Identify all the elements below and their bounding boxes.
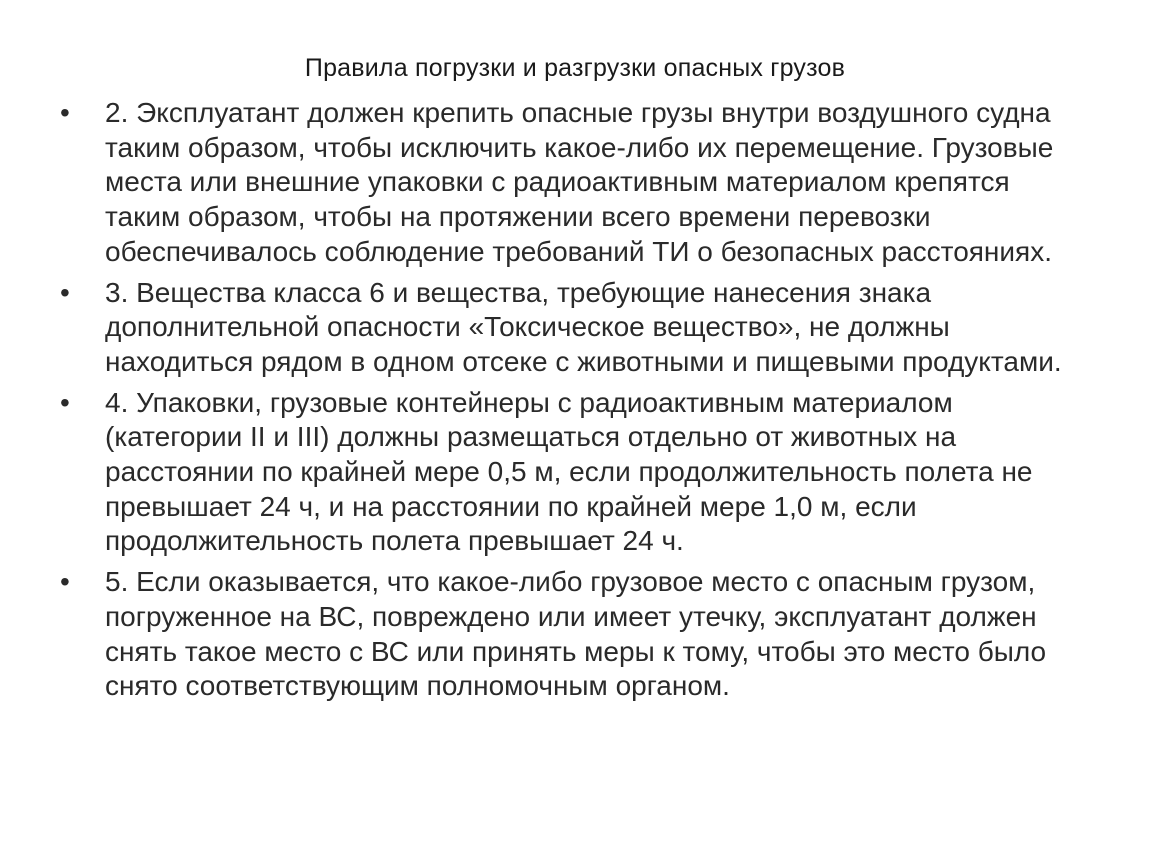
bullet-text: 4. Упаковки, грузовые контейнеры с радиоактивным материалом (категории II и III) должны размещаться отдельно от животных на расстоянии по крайней мере 0,5 м, если продолжительность полета не превышает 24 ч, и на расстоянии по крайней мере 1,0 м, если продолжительность полета превышает 24 ч. — [105, 386, 1033, 557]
bullet-marker: • — [60, 386, 70, 418]
bullet-text: 5. Если оказывается, что какое-либо грузовое место с опасным грузом, погруженное на ВС, повреждено или имеет утечку, эксплуатант должен снять такое место с ВС или принять меры к тому, чтобы это место было снято соответствующим полномочным органом. — [105, 566, 1047, 702]
bullet-text: 3. Вещества класса 6 и вещества, требующие нанесения знака дополнительной опасности «Токсическое вещество», не должны находиться рядом в одном отсеке с животными и пищевыми продуктами. — [105, 276, 1062, 377]
bullet-item-2 — [60, 96, 1090, 270]
bullet-marker: • — [60, 566, 70, 598]
bullet-marker: • — [60, 276, 70, 308]
bullet-marker: • — [60, 97, 70, 128]
bullet-text: 2. Эксплуатант должен крепить опасные грузы внутри воздушного судна таким образом, чтобы исключить какое-либо их перемещение. Грузовые места или внешние упаковки с радиоактивным материалом крепятся таким образом, чтобы на протяжении всего времени перевозки обеспечивалось соблюдение требований ТИ о безопасных расстояниях. — [105, 97, 1054, 267]
bullet-item-5 — [60, 565, 1090, 704]
slide-title: Правила погрузки и разгрузки опасных грузов — [304, 54, 846, 82]
bullet-item-4 — [60, 386, 1090, 560]
bullet-item-3 — [60, 276, 1090, 380]
bullet-list — [60, 96, 1090, 710]
